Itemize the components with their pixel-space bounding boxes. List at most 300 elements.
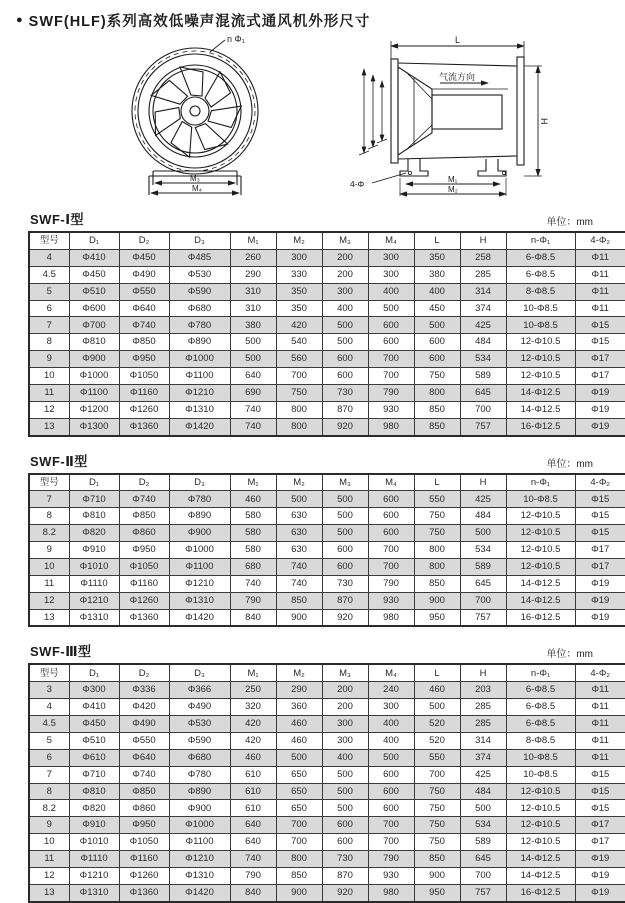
table-cell: Φ1210 xyxy=(169,575,230,592)
bolt-pattern-label: n Φ₁ xyxy=(227,34,245,44)
table-cell: 12-Φ10.5 xyxy=(506,834,575,851)
table-cell: 740 xyxy=(230,418,276,435)
table-row xyxy=(29,800,625,817)
column-header: n-Φ₁ xyxy=(506,474,575,491)
table-cell: 420 xyxy=(230,732,276,749)
column-header: M₄ xyxy=(368,474,414,491)
table-row xyxy=(29,783,625,800)
table-cell: 260 xyxy=(230,249,276,266)
table-cell: Φ900 xyxy=(69,351,119,368)
table-cell: 600 xyxy=(368,491,414,508)
table-cell: Φ900 xyxy=(169,525,230,542)
dim-m4-label: M₄ xyxy=(192,184,202,193)
table-row xyxy=(29,249,625,266)
table-cell: 12-Φ10.5 xyxy=(506,334,575,351)
table-cell: 870 xyxy=(322,401,368,418)
table-cell: 3 xyxy=(29,682,69,699)
table-cell: 12 xyxy=(29,592,69,609)
table-cell: 425 xyxy=(460,317,506,334)
table-cell: Φ740 xyxy=(119,317,169,334)
table-cell: 285 xyxy=(460,716,506,733)
table-cell: Φ1100 xyxy=(69,384,119,401)
table-cell: 460 xyxy=(230,749,276,766)
table-cell: 300 xyxy=(322,732,368,749)
table-cell: 700 xyxy=(460,867,506,884)
table-cell: 589 xyxy=(460,368,506,385)
table-cell: 750 xyxy=(414,817,460,834)
table-cell: 700 xyxy=(368,834,414,851)
table-cell: 350 xyxy=(276,283,322,300)
table-title: SWF-Ⅲ型 xyxy=(30,644,92,660)
table-cell: 740 xyxy=(276,558,322,575)
table-cell: 540 xyxy=(276,334,322,351)
unit-label: 单位：mm xyxy=(546,217,593,228)
table-cell: 870 xyxy=(322,867,368,884)
table-cell: Φ1000 xyxy=(69,368,119,385)
table-cell: 900 xyxy=(414,867,460,884)
table-cell: Φ860 xyxy=(119,800,169,817)
table-row xyxy=(29,300,625,317)
table-cell: Φ1010 xyxy=(69,834,119,851)
table-cell: 12-Φ10.5 xyxy=(506,508,575,525)
table-cell: 500 xyxy=(322,491,368,508)
table-cell: Φ450 xyxy=(69,716,119,733)
dim-m3-label: M₃ xyxy=(190,174,200,183)
table-cell: Φ490 xyxy=(169,699,230,716)
table-cell: 350 xyxy=(414,249,460,266)
table-cell: 9 xyxy=(29,351,69,368)
table-cell: Φ1420 xyxy=(169,884,230,901)
table-cell: 500 xyxy=(230,351,276,368)
table-cell: 400 xyxy=(414,283,460,300)
table-cell: Φ1360 xyxy=(119,884,169,901)
table-cell: 500 xyxy=(414,317,460,334)
table-cell: 700 xyxy=(368,817,414,834)
table-cell: 4 xyxy=(29,699,69,716)
table-cell: 6-Φ8.5 xyxy=(506,699,575,716)
table-cell: 6-Φ8.5 xyxy=(506,682,575,699)
table-cell: Φ17 xyxy=(575,542,625,559)
table-cell: 10 xyxy=(29,834,69,851)
table-cell: 790 xyxy=(368,384,414,401)
table-cell: Φ1110 xyxy=(69,575,119,592)
table-cell: 740 xyxy=(230,401,276,418)
table-cell: 330 xyxy=(276,266,322,283)
table-cell: 310 xyxy=(230,300,276,317)
table-cell: Φ740 xyxy=(119,491,169,508)
table-cell: 300 xyxy=(368,266,414,283)
table-row xyxy=(29,283,625,300)
table-cell: 600 xyxy=(368,508,414,525)
table-cell: Φ15 xyxy=(575,508,625,525)
table-cell: Φ780 xyxy=(169,491,230,508)
column-header: D₃ xyxy=(169,232,230,249)
table-cell: 12-Φ10.5 xyxy=(506,351,575,368)
table-cell: Φ1200 xyxy=(69,401,119,418)
dim-h-label: H xyxy=(539,118,549,125)
table-cell: 400 xyxy=(322,749,368,766)
table-cell: 850 xyxy=(276,867,322,884)
table-cell: 9 xyxy=(29,542,69,559)
table-cell: 420 xyxy=(230,716,276,733)
table-cell: 645 xyxy=(460,575,506,592)
table-cell: 8-Φ8.5 xyxy=(506,732,575,749)
table-cell: 12-Φ10.5 xyxy=(506,817,575,834)
table-cell: 290 xyxy=(230,266,276,283)
fan-front-view-drawing xyxy=(109,33,281,199)
table-cell: Φ1050 xyxy=(119,558,169,575)
fan-blades xyxy=(150,67,241,157)
table-cell: Φ890 xyxy=(169,783,230,800)
table-cell: 850 xyxy=(414,401,460,418)
table-cell: 500 xyxy=(460,525,506,542)
table-cell: Φ17 xyxy=(575,558,625,575)
table-cell: 420 xyxy=(276,317,322,334)
table-cell: 850 xyxy=(276,592,322,609)
spec-table-swf-1 xyxy=(28,231,625,437)
table-cell: 740 xyxy=(230,851,276,868)
table-cell: Φ710 xyxy=(69,766,119,783)
table-cell: 285 xyxy=(460,699,506,716)
table-cell: 500 xyxy=(322,525,368,542)
table-cell: 6-Φ8.5 xyxy=(506,266,575,283)
table-cell: 13 xyxy=(29,884,69,901)
table-cell: Φ15 xyxy=(575,525,625,542)
table-cell: Φ610 xyxy=(69,749,119,766)
table-cell: Φ15 xyxy=(575,491,625,508)
table-cell: 740 xyxy=(276,575,322,592)
table-cell: 980 xyxy=(368,884,414,901)
table-cell: 520 xyxy=(414,716,460,733)
table-row xyxy=(29,491,625,508)
table-row xyxy=(29,884,625,901)
table-cell: 6 xyxy=(29,300,69,317)
table-cell: Φ590 xyxy=(169,732,230,749)
table-cell: 580 xyxy=(230,525,276,542)
table-cell: Φ820 xyxy=(69,800,119,817)
table-cell: 6-Φ8.5 xyxy=(506,716,575,733)
table-cell: 240 xyxy=(368,682,414,699)
table-cell: 12-Φ10.5 xyxy=(506,783,575,800)
table-cell: 12-Φ10.5 xyxy=(506,368,575,385)
column-header: H xyxy=(460,232,506,249)
table-cell: Φ740 xyxy=(119,766,169,783)
table-cell: 400 xyxy=(368,283,414,300)
table-cell: 16-Φ12.5 xyxy=(506,884,575,901)
column-header: 4-Φ₂ xyxy=(575,664,625,681)
table-cell: 600 xyxy=(414,351,460,368)
table-cell: 757 xyxy=(460,884,506,901)
column-header: M₂ xyxy=(276,474,322,491)
table-cell: 12-Φ10.5 xyxy=(506,558,575,575)
fan-side-view-drawing xyxy=(336,33,571,199)
table-cell: 800 xyxy=(276,418,322,435)
table-cell: Φ410 xyxy=(69,699,119,716)
table-cell: 630 xyxy=(276,525,322,542)
table-cell: 550 xyxy=(414,491,460,508)
table-cell: 460 xyxy=(276,716,322,733)
table-cell: 740 xyxy=(230,575,276,592)
table-cell: 650 xyxy=(276,800,322,817)
table-cell: 600 xyxy=(368,766,414,783)
table-cell: 920 xyxy=(322,418,368,435)
table-cell: 950 xyxy=(414,609,460,626)
table-cell: 460 xyxy=(276,732,322,749)
table-cell: 12-Φ10.5 xyxy=(506,800,575,817)
table-cell: 9 xyxy=(29,817,69,834)
table-cell: Φ15 xyxy=(575,317,625,334)
table-cell: Φ17 xyxy=(575,834,625,851)
table-row xyxy=(29,334,625,351)
column-header: 型号 xyxy=(29,664,69,681)
table-cell: 12-Φ10.5 xyxy=(506,525,575,542)
column-header: M₄ xyxy=(368,232,414,249)
table-cell: 800 xyxy=(276,401,322,418)
page-title-row xyxy=(16,10,611,31)
table-row xyxy=(29,817,625,834)
table-cell: 800 xyxy=(414,558,460,575)
table-cell: Φ450 xyxy=(69,266,119,283)
table-cell: 600 xyxy=(368,317,414,334)
table-cell: 700 xyxy=(276,817,322,834)
column-header: L xyxy=(414,474,460,491)
table-row xyxy=(29,699,625,716)
dim-m2-label: M₂ xyxy=(448,185,458,194)
table-cell: 630 xyxy=(276,542,322,559)
table-cell: 930 xyxy=(368,401,414,418)
column-header: M₁ xyxy=(230,474,276,491)
table-row xyxy=(29,558,625,575)
table-cell: 8.2 xyxy=(29,800,69,817)
table-cell: Φ890 xyxy=(169,334,230,351)
table-cell: Φ1300 xyxy=(69,418,119,435)
table-cell: 258 xyxy=(460,249,506,266)
table-cell: Φ19 xyxy=(575,575,625,592)
table-row xyxy=(29,609,625,626)
table-cell: 640 xyxy=(230,817,276,834)
table-cell: Φ11 xyxy=(575,249,625,266)
table-cell: Φ1260 xyxy=(119,401,169,418)
table-cell: 450 xyxy=(414,300,460,317)
table-row xyxy=(29,766,625,783)
table-cell: 680 xyxy=(230,558,276,575)
table-cell: 730 xyxy=(322,575,368,592)
table-cell: 500 xyxy=(322,766,368,783)
table-cell: 500 xyxy=(414,699,460,716)
table-cell: Φ11 xyxy=(575,749,625,766)
table-cell: 484 xyxy=(460,783,506,800)
table-cell: 640 xyxy=(230,834,276,851)
table-cell: 870 xyxy=(322,592,368,609)
table-cell: 314 xyxy=(460,283,506,300)
table-cell: 10-Φ8.5 xyxy=(506,317,575,334)
table-cell: Φ300 xyxy=(69,682,119,699)
table-cell: 4.5 xyxy=(29,266,69,283)
table-cell: 10-Φ8.5 xyxy=(506,766,575,783)
table-cell: 380 xyxy=(230,317,276,334)
table-row xyxy=(29,542,625,559)
table-cell: 300 xyxy=(368,699,414,716)
unit-label: 单位：mm xyxy=(546,649,593,661)
table-cell: Φ11 xyxy=(575,732,625,749)
table-cell: 920 xyxy=(322,884,368,901)
table-cell: 700 xyxy=(368,542,414,559)
table-cell: Φ530 xyxy=(169,266,230,283)
table-cell: 14-Φ12.5 xyxy=(506,384,575,401)
table-cell: 900 xyxy=(414,592,460,609)
table-cell: 920 xyxy=(322,609,368,626)
table-cell: Φ1360 xyxy=(119,418,169,435)
table-cell: Φ910 xyxy=(69,542,119,559)
table-row xyxy=(29,508,625,525)
table-cell: 14-Φ12.5 xyxy=(506,867,575,884)
table-title: SWF-Ⅱ型 xyxy=(30,453,88,469)
table-cell: Φ780 xyxy=(169,766,230,783)
table-cell: 589 xyxy=(460,834,506,851)
table-cell: 14-Φ12.5 xyxy=(506,575,575,592)
table-cell: Φ530 xyxy=(169,716,230,733)
page-title: SWF(HLF)系列高效低噪声混流式通风机外形尺寸 xyxy=(28,14,371,30)
table-cell: 200 xyxy=(322,699,368,716)
column-header: L xyxy=(414,232,460,249)
table-cell: 520 xyxy=(414,732,460,749)
table-cell: 16-Φ12.5 xyxy=(506,418,575,435)
foot-hole-label: 4-Φ xyxy=(350,179,365,189)
table-cell: 600 xyxy=(414,334,460,351)
table-row xyxy=(29,592,625,609)
table-cell: 8 xyxy=(29,783,69,800)
table-cell: 500 xyxy=(368,300,414,317)
table-cell: 500 xyxy=(276,491,322,508)
table-cell: 11 xyxy=(29,851,69,868)
table-cell: Φ1260 xyxy=(119,867,169,884)
table-cell: 700 xyxy=(276,834,322,851)
table-row xyxy=(29,317,625,334)
table-cell: 300 xyxy=(368,249,414,266)
table-cell: Φ510 xyxy=(69,283,119,300)
table-cell: 12 xyxy=(29,867,69,884)
column-header: M₃ xyxy=(322,232,368,249)
table-cell: 850 xyxy=(414,851,460,868)
table-cell: 6-Φ8.5 xyxy=(506,249,575,266)
table-cell: Φ11 xyxy=(575,283,625,300)
table-section-swf-1 xyxy=(28,209,611,437)
table-cell: Φ19 xyxy=(575,592,625,609)
table-cell: 930 xyxy=(368,867,414,884)
column-header: 4-Φ₂ xyxy=(575,232,625,249)
table-cell: 790 xyxy=(230,592,276,609)
table-cell: Φ11 xyxy=(575,682,625,699)
table-cell: 314 xyxy=(460,732,506,749)
table-row xyxy=(29,749,625,766)
table-cell: Φ366 xyxy=(169,682,230,699)
table-cell: 400 xyxy=(368,732,414,749)
table-cell: Φ1160 xyxy=(119,384,169,401)
table-cell: Φ1000 xyxy=(169,817,230,834)
table-cell: 750 xyxy=(414,368,460,385)
table-section-swf-2 xyxy=(28,451,611,628)
table-cell: Φ550 xyxy=(119,283,169,300)
column-header: M₁ xyxy=(230,664,276,681)
table-cell: 500 xyxy=(460,800,506,817)
column-header: D₂ xyxy=(119,474,169,491)
table-cell: 500 xyxy=(322,317,368,334)
column-header: M₃ xyxy=(322,474,368,491)
table-cell: 800 xyxy=(414,542,460,559)
table-cell: 8 xyxy=(29,508,69,525)
table-cell: Φ700 xyxy=(69,317,119,334)
table-cell: 700 xyxy=(276,368,322,385)
table-cell: 600 xyxy=(322,368,368,385)
column-header: 型号 xyxy=(29,474,69,491)
table-cell: 580 xyxy=(230,542,276,559)
table-cell: Φ950 xyxy=(119,817,169,834)
table-cell: Φ1210 xyxy=(69,867,119,884)
table-cell: Φ810 xyxy=(69,508,119,525)
table-cell: 790 xyxy=(368,851,414,868)
table-cell: 750 xyxy=(414,508,460,525)
table-cell: 800 xyxy=(276,851,322,868)
table-cell: Φ1360 xyxy=(119,609,169,626)
table-cell: 750 xyxy=(414,800,460,817)
table-cell: 610 xyxy=(230,783,276,800)
table-cell: 360 xyxy=(276,699,322,716)
table-cell: 840 xyxy=(230,609,276,626)
table-cell: 534 xyxy=(460,817,506,834)
table-cell: Φ810 xyxy=(69,334,119,351)
table-cell: 500 xyxy=(368,749,414,766)
table-cell: 730 xyxy=(322,851,368,868)
table-cell: Φ1210 xyxy=(69,592,119,609)
table-cell: Φ710 xyxy=(69,491,119,508)
table-cell: 484 xyxy=(460,508,506,525)
table-cell: 6 xyxy=(29,749,69,766)
column-header: M₂ xyxy=(276,232,322,249)
table-cell: Φ640 xyxy=(119,300,169,317)
table-cell: 850 xyxy=(414,418,460,435)
table-cell: 374 xyxy=(460,300,506,317)
table-row xyxy=(29,368,625,385)
table-row xyxy=(29,851,625,868)
table-cell: 700 xyxy=(368,368,414,385)
table-cell: 14-Φ12.5 xyxy=(506,401,575,418)
spec-table-swf-3 xyxy=(28,663,625,902)
table-cell: 500 xyxy=(322,783,368,800)
table-cell: Φ11 xyxy=(575,266,625,283)
table-cell: 10 xyxy=(29,368,69,385)
table-cell: 850 xyxy=(414,575,460,592)
table-cell: Φ780 xyxy=(169,317,230,334)
table-cell: Φ680 xyxy=(169,749,230,766)
table-cell: Φ17 xyxy=(575,368,625,385)
table-cell: 7 xyxy=(29,491,69,508)
table-cell: Φ490 xyxy=(119,266,169,283)
table-cell: 580 xyxy=(230,508,276,525)
table-cell: 8-Φ8.5 xyxy=(506,283,575,300)
column-header: D₃ xyxy=(169,664,230,681)
table-cell: 5 xyxy=(29,732,69,749)
table-cell: Φ15 xyxy=(575,800,625,817)
table-cell: Φ640 xyxy=(119,749,169,766)
table-cell: 300 xyxy=(322,283,368,300)
column-header: D₁ xyxy=(69,664,119,681)
table-cell: Φ1210 xyxy=(169,851,230,868)
table-cell: 500 xyxy=(276,749,322,766)
table-cell: 11 xyxy=(29,575,69,592)
table-cell: 600 xyxy=(368,334,414,351)
table-cell: Φ810 xyxy=(69,783,119,800)
table-cell: 460 xyxy=(230,491,276,508)
